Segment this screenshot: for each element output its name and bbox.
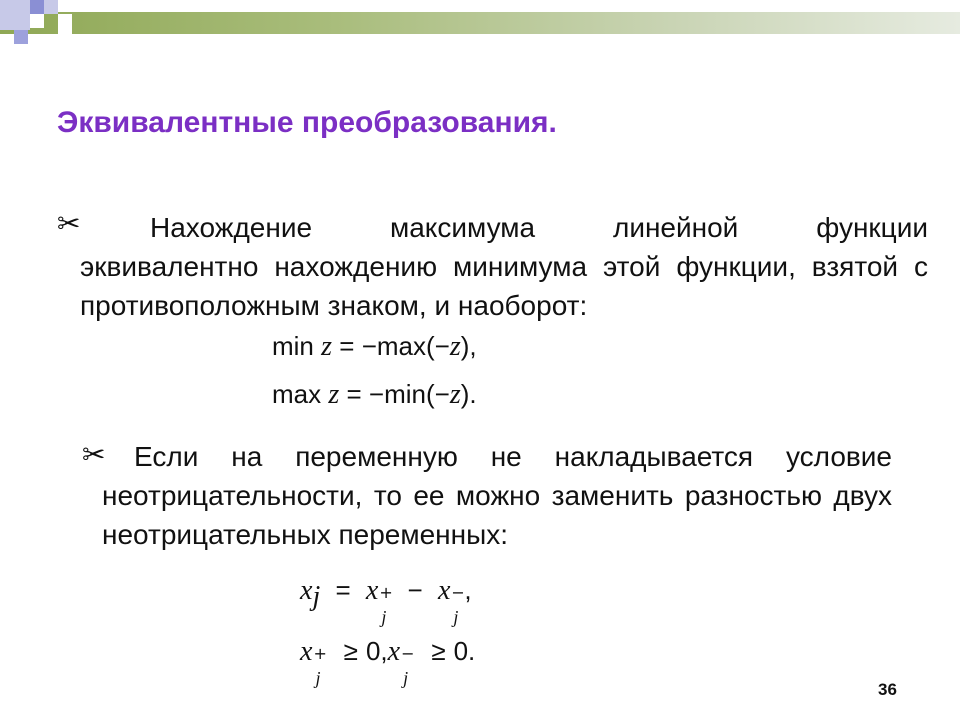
- formula-max: max z = −min(−z).: [272, 379, 477, 410]
- decor-square: [30, 0, 44, 14]
- decor-square: [30, 14, 44, 28]
- formula-substitution: $x_j = x$ + j − x − j ,: [300, 575, 472, 627]
- page-number: 36: [878, 680, 897, 699]
- decor-square: [14, 30, 28, 44]
- formula-nonnegativity: x + j ≥ 0,x − j ≥ 0.: [300, 636, 476, 688]
- scissors-icon: ✂: [82, 438, 106, 471]
- bullet-paragraph-1: [80, 208, 928, 325]
- decor-square: [0, 0, 30, 30]
- bullet-2-line-1: Если на переменную не накладывается условие: [134, 441, 892, 472]
- slide-title: Эквивалентные преобразования.: [57, 106, 557, 139]
- bullet-2-rest: неотрицательности, то ее можно заменить разностью двух неотрицательных переменных:: [102, 480, 892, 550]
- bullet-paragraph-2: [102, 437, 892, 554]
- bullet-1-line-1: Нахождение максимума линейной функции: [150, 212, 928, 243]
- scissors-icon: ✂: [57, 207, 81, 240]
- bullet-1-rest: эквивалентно нахождению минимума этой функции, взятой с противоположным знаком, и наоборот:: [80, 251, 928, 321]
- corner-decoration: [0, 0, 80, 60]
- header-decoration-bar: [0, 12, 960, 34]
- decor-square: [58, 14, 72, 34]
- decor-square: [44, 0, 58, 14]
- formula-min: min z = −max(−z),: [272, 331, 477, 362]
